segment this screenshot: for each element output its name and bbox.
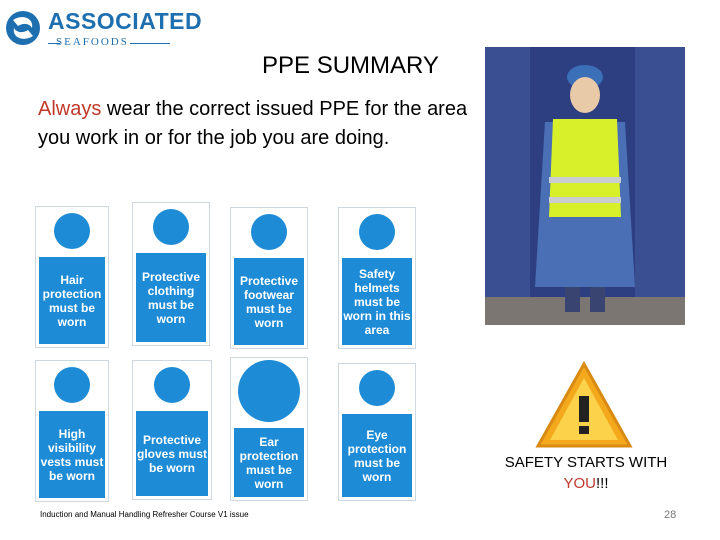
glove-icon [154,367,190,403]
sign-label: Ear protection must be worn [234,428,304,497]
worker-figure-icon [485,47,685,325]
worker-photo [485,47,685,325]
intro-highlight: Always [38,98,102,120]
sign-label: Eye protection must be worn [342,414,412,497]
sign-protective-footwear [230,207,308,349]
safety-you: YOU [563,475,596,492]
intro-text [38,95,483,153]
safety-tail: !!! [596,475,609,492]
sign-label: Protective clothing must be worn [136,253,206,342]
logo-rule-right [130,43,170,44]
sign-label: Protective footwear must be worn [234,258,304,345]
logo-sub-text: SEAFOODS [56,36,129,48]
helmet-icon [359,214,395,250]
sign-hair-protection [35,206,109,348]
goggles-icon [359,370,395,406]
hairnet-icon [54,213,90,249]
sign-label: Safety helmets must be worn in this area [342,258,412,345]
vest-icon [54,367,90,403]
safety-slogan [486,452,686,494]
footer-course-text: Induction and Manual Handling Refresher Course V1 issue [40,510,249,519]
logo-brand-text: ASSOCIATED [48,8,203,34]
page-title: PPE SUMMARY [262,52,439,79]
sign-label: Protective gloves must be worn [136,411,208,496]
sign-label: High visibility vests must be worn [39,411,105,498]
sign-label: Hair protection must be worn [39,257,105,344]
company-logo [4,6,203,54]
sign-high-visibility [35,360,109,502]
sign-protective-gloves [132,360,212,500]
boot-icon [251,214,287,250]
sign-protective-clothing [132,202,210,346]
sign-eye-protection [338,363,416,501]
warning-triangle-icon [534,360,634,450]
sign-ear-protection [230,357,308,501]
safety-line2 [486,473,686,494]
intro-rest: wear the correct issued PPE for the area you work in or for the job you are doing. [38,98,468,149]
fish-swirl-icon [4,6,42,50]
safety-line1: SAFETY STARTS WITH [504,454,668,471]
page-number: 28 [664,509,677,521]
overalls-icon [153,209,189,245]
sign-safety-helmets [338,207,416,349]
ear-defender-icon [238,360,300,422]
